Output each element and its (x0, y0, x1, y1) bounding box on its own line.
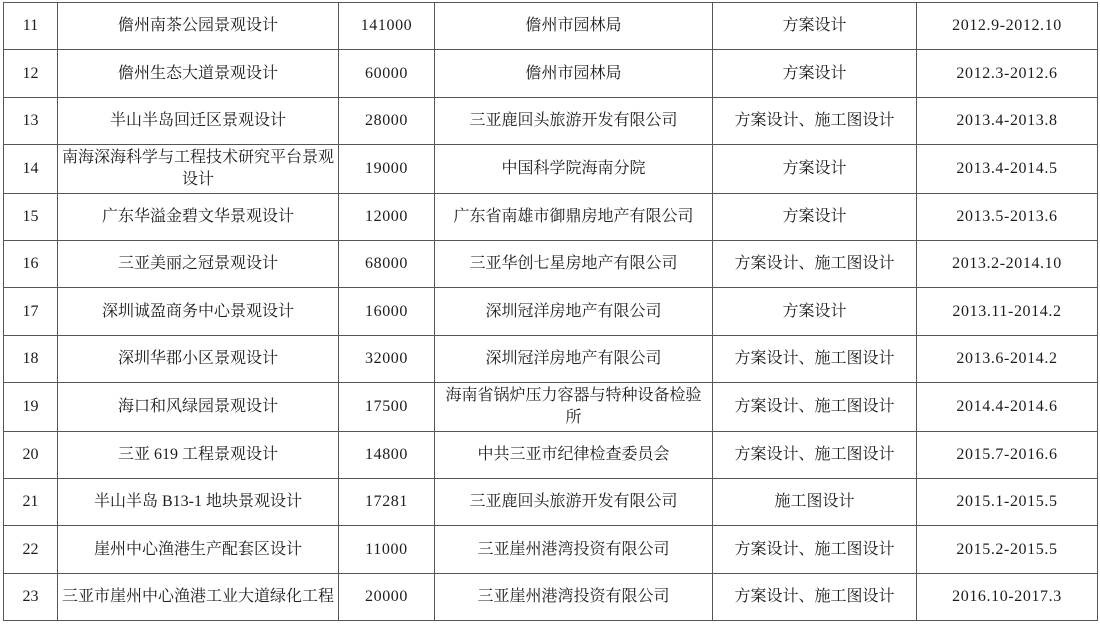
client-cell: 三亚鹿回头旅游开发有限公司 (435, 97, 713, 144)
table-row (4, 288, 1098, 335)
row-number-cell: 15 (4, 193, 58, 240)
amount-cell: 141000 (339, 3, 435, 50)
amount-cell: 60000 (339, 50, 435, 97)
design-scope-cell: 方案设计 (713, 145, 917, 194)
design-scope-cell: 方案设计 (713, 288, 917, 335)
period-cell: 2015.2-2015.5 (917, 526, 1098, 573)
project-name-cell: 三亚 619 工程景观设计 (58, 431, 339, 478)
project-name-cell: 广东华溢金碧文华景观设计 (58, 193, 339, 240)
period-cell: 2012.9-2012.10 (917, 3, 1098, 50)
project-name-cell: 深圳诚盈商务中心景观设计 (58, 288, 339, 335)
design-scope-cell: 方案设计 (713, 193, 917, 240)
row-number-cell: 11 (4, 3, 58, 50)
table-row (4, 335, 1098, 382)
table-row (4, 478, 1098, 525)
row-number-cell: 20 (4, 431, 58, 478)
row-number-cell: 17 (4, 288, 58, 335)
period-cell: 2013.4-2013.8 (917, 97, 1098, 144)
period-cell: 2015.7-2016.6 (917, 431, 1098, 478)
project-name-cell: 深圳华郡小区景观设计 (58, 335, 339, 382)
client-cell: 深圳冠洋房地产有限公司 (435, 335, 713, 382)
projects-table (3, 2, 1098, 621)
table-row (4, 382, 1098, 431)
table-row (4, 431, 1098, 478)
design-scope-cell: 方案设计、施工图设计 (713, 335, 917, 382)
table-row (4, 526, 1098, 573)
project-name-cell: 崖州中心渔港生产配套区设计 (58, 526, 339, 573)
period-cell: 2013.4-2014.5 (917, 145, 1098, 194)
table-row (4, 193, 1098, 240)
design-scope-cell: 方案设计、施工图设计 (713, 382, 917, 431)
period-cell: 2014.4-2014.6 (917, 382, 1098, 431)
project-name-cell: 半山半岛 B13-1 地块景观设计 (58, 478, 339, 525)
row-number-cell: 16 (4, 240, 58, 287)
row-number-cell: 18 (4, 335, 58, 382)
client-cell: 三亚崖州港湾投资有限公司 (435, 573, 713, 620)
table-row (4, 145, 1098, 194)
row-number-cell: 23 (4, 573, 58, 620)
row-number-cell: 14 (4, 145, 58, 194)
row-number-cell: 19 (4, 382, 58, 431)
amount-cell: 17281 (339, 478, 435, 525)
table-row (4, 573, 1098, 620)
design-scope-cell: 方案设计、施工图设计 (713, 526, 917, 573)
amount-cell: 28000 (339, 97, 435, 144)
period-cell: 2013.2-2014.10 (917, 240, 1098, 287)
amount-cell: 16000 (339, 288, 435, 335)
period-cell: 2013.6-2014.2 (917, 335, 1098, 382)
project-name-cell: 海口和风绿园景观设计 (58, 382, 339, 431)
amount-cell: 17500 (339, 382, 435, 431)
row-number-cell: 12 (4, 50, 58, 97)
project-name-cell: 三亚市崖州中心渔港工业大道绿化工程 (58, 573, 339, 620)
table-row (4, 97, 1098, 144)
project-name-cell: 儋州南茶公园景观设计 (58, 3, 339, 50)
design-scope-cell: 方案设计、施工图设计 (713, 97, 917, 144)
client-cell: 中共三亚市纪律检查委员会 (435, 431, 713, 478)
project-name-cell: 三亚美丽之冠景观设计 (58, 240, 339, 287)
design-scope-cell: 施工图设计 (713, 478, 917, 525)
row-number-cell: 13 (4, 97, 58, 144)
row-number-cell: 22 (4, 526, 58, 573)
project-name-cell: 半山半岛回迁区景观设计 (58, 97, 339, 144)
table-row (4, 50, 1098, 97)
period-cell: 2013.11-2014.2 (917, 288, 1098, 335)
client-cell: 三亚崖州港湾投资有限公司 (435, 526, 713, 573)
client-cell: 中国科学院海南分院 (435, 145, 713, 194)
amount-cell: 19000 (339, 145, 435, 194)
client-cell: 广东省南雄市御鼎房地产有限公司 (435, 193, 713, 240)
design-scope-cell: 方案设计、施工图设计 (713, 573, 917, 620)
design-scope-cell: 方案设计、施工图设计 (713, 240, 917, 287)
design-scope-cell: 方案设计 (713, 3, 917, 50)
project-table-container (3, 2, 1097, 621)
period-cell: 2015.1-2015.5 (917, 478, 1098, 525)
project-name-cell: 儋州生态大道景观设计 (58, 50, 339, 97)
table-row (4, 3, 1098, 50)
amount-cell: 11000 (339, 526, 435, 573)
amount-cell: 20000 (339, 573, 435, 620)
client-cell: 三亚华创七星房地产有限公司 (435, 240, 713, 287)
client-cell: 儋州市园林局 (435, 50, 713, 97)
amount-cell: 12000 (339, 193, 435, 240)
design-scope-cell: 方案设计 (713, 50, 917, 97)
period-cell: 2016.10-2017.3 (917, 573, 1098, 620)
client-cell: 深圳冠洋房地产有限公司 (435, 288, 713, 335)
client-cell: 海南省锅炉压力容器与特种设备检验所 (435, 382, 713, 431)
amount-cell: 68000 (339, 240, 435, 287)
table-row (4, 240, 1098, 287)
row-number-cell: 21 (4, 478, 58, 525)
project-name-cell: 南海深海科学与工程技术研究平台景观设计 (58, 145, 339, 194)
client-cell: 三亚鹿回头旅游开发有限公司 (435, 478, 713, 525)
amount-cell: 32000 (339, 335, 435, 382)
design-scope-cell: 方案设计、施工图设计 (713, 431, 917, 478)
client-cell: 儋州市园林局 (435, 3, 713, 50)
period-cell: 2013.5-2013.6 (917, 193, 1098, 240)
amount-cell: 14800 (339, 431, 435, 478)
period-cell: 2012.3-2012.6 (917, 50, 1098, 97)
